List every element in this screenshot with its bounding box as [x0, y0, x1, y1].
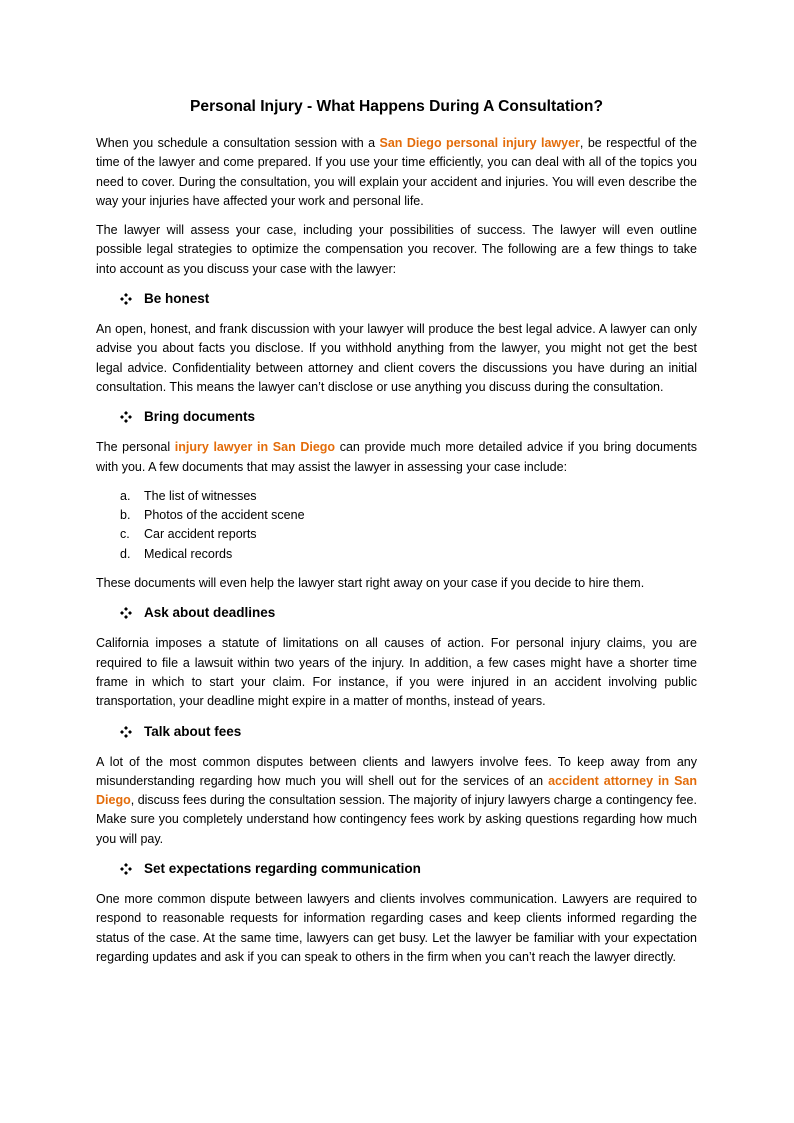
list-item-text: Medical records [144, 546, 233, 561]
communication-paragraph: One more common dispute between lawyers and clients involves communication. Lawyers are required to respond to reasonable requests for information regarding cases and keep clients informed regarding the status of the case. At the same time, lawyers can get busy. Let the lawyer be familiar with your expectation regarding updates and ask if you can speak to others in the firm when you can’t reach the lawyer directly. [96, 892, 697, 964]
list-item-marker: a. [120, 488, 131, 503]
list-item-marker: d. [120, 546, 131, 561]
section-heading-ask-about-deadlines [120, 603, 697, 623]
section-heading-label: Set expectations regarding communication [144, 861, 421, 877]
accident-attorney-in-san-diego-link[interactable]: accident attorney in San Diego [96, 773, 697, 808]
documents-list [96, 487, 697, 564]
list-item-text: Car accident reports [144, 527, 257, 542]
section-heading-label: Bring documents [144, 409, 256, 425]
list-item-text: Photos of the accident scene [144, 508, 305, 523]
section-heading-be-honest [120, 289, 697, 309]
list-item-text: The list of witnesses [144, 488, 257, 503]
list-item [96, 506, 697, 525]
section-heading-bring-documents [120, 407, 697, 427]
intro-text-after: , be respectful of the time of the lawyer and come prepared. If you use your time efficiently, you can deal with all of the topics you need to cover. During the consultation, you will explain your accident and injuries. You will even describe the way your injuries have affected your work and personal life. [96, 136, 698, 208]
list-item [96, 525, 697, 544]
page-title: Personal Injury - What Happens During A Consultation? [190, 98, 603, 115]
diamond-bullet-icon [120, 726, 132, 738]
fees-text-before: A lot of the most common disputes between clients and lawyers involve fees. To keep away from any misunderstanding regarding how much you will shell out for the services of an [96, 754, 697, 788]
diamond-bullet-icon [120, 863, 132, 875]
section-heading-talk-about-fees [120, 722, 697, 742]
intro-paragraph-2: The lawyer will assess your case, including your possibilities of success. The lawyer will even outline possible legal strategies to optimize the compensation you recover. The following are a few things to take into account as you discuss your case with the lawyer: [96, 223, 697, 276]
documents-closing-paragraph: These documents will even help the lawyer start right away on your case if you decide to hire them. [96, 576, 645, 591]
diamond-bullet-icon [120, 293, 132, 305]
deadlines-paragraph: California imposes a statute of limitations on all causes of action. For personal injury claims, you are required to file a lawsuit within two years of the injury. In addition, a few cases might have a shorter time frame in which to start your claim. For instance, if you were injured in an accident involving public transportation, your deadline might expire in a matter of months, instead of years. [96, 636, 697, 709]
document-page [96, 96, 697, 977]
diamond-bullet-icon [120, 607, 132, 619]
fees-text-after: , discuss fees during the consultation session. The majority of injury lawyers charge a contingency fee. Make sure you completely understand how contingency fees work by asking questions regarding how much you will pay. [96, 793, 697, 846]
section-heading-label: Ask about deadlines [144, 605, 276, 621]
injury-lawyer-in-san-diego-link[interactable]: injury lawyer in San Diego [174, 440, 336, 455]
section-heading-label: Be honest [144, 291, 210, 307]
intro-paragraph-1 [96, 134, 697, 211]
fees-paragraph [96, 753, 697, 849]
section-heading-label: Talk about fees [144, 723, 242, 739]
san-diego-personal-injury-lawyer-link[interactable]: San Diego personal injury lawyer [379, 136, 580, 150]
section-heading-set-expectations [120, 859, 697, 879]
list-item [96, 545, 697, 564]
be-honest-paragraph: An open, honest, and frank discussion with your lawyer will produce the best legal advice. A lawyer can only advise you about facts you disclose. If you withhold anything from the lawyer, you might not get the best legal advice. Confidentiality between attorney and client covers the discussions you have during an initial consultation. This means the lawyer can’t disclose or use anything you discuss during the consultation. [96, 322, 697, 394]
documents-text-before: The personal [96, 440, 175, 455]
list-item-marker: c. [120, 527, 130, 542]
list-item [96, 487, 697, 506]
documents-text-after: can provide much more detailed advice if you bring documents with you. A few documents that may assist the lawyer in assessing your case include: [96, 440, 697, 474]
bring-documents-paragraph [96, 438, 697, 477]
diamond-bullet-icon [120, 411, 132, 423]
list-item-marker: b. [120, 508, 131, 523]
intro-text-before: When you schedule a consultation session with a [96, 136, 380, 150]
